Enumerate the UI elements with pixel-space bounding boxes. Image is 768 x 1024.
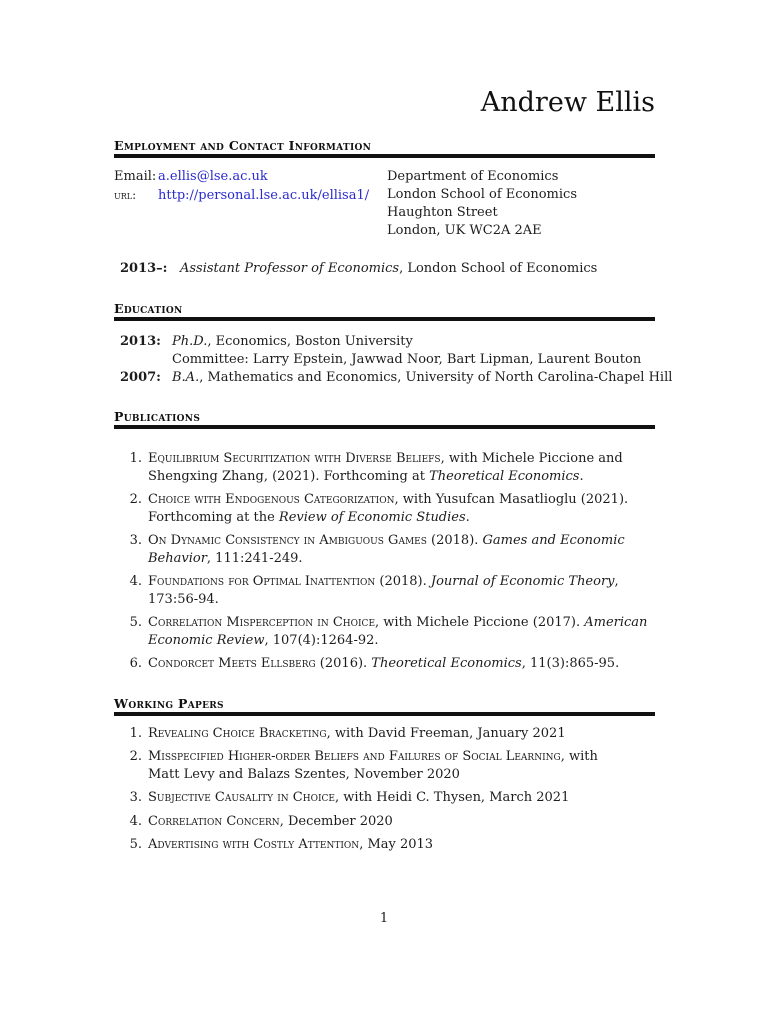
item-number: 5.	[129, 837, 142, 852]
publication-detail: 173:56-94.	[148, 592, 219, 607]
item-number: 1.	[129, 451, 142, 466]
working-paper-title: Misspecified Higher-order Beliefs and Failures of Social Learning	[148, 749, 561, 764]
publication-detail: .	[465, 510, 470, 525]
education-committee-text: Committee: Larry Epstein, Jawwad Noor, Bart Lipman, Laurent Bouton	[172, 352, 642, 367]
working-paper-detail: , with Heidi C. Thysen, March 2021	[334, 790, 570, 805]
section-title-employment: Employment and Contact Information	[114, 138, 372, 153]
publication-detail: .	[579, 469, 584, 484]
working-paper-detail: , with	[560, 749, 598, 764]
education-year: 2007:	[120, 370, 161, 385]
email-link[interactable]: a.ellis@lse.ac.uk	[158, 169, 268, 184]
cv-page	[114, 0, 673, 1024]
homepage-link[interactable]: http://personal.lse.ac.uk/ellisa1/	[158, 188, 370, 203]
publication-detail: , 11(3):865-95.	[521, 656, 620, 671]
publication-detail: , 107(4):1264-92.	[264, 633, 379, 648]
publication-detail: Forthcoming at the	[148, 510, 279, 525]
address-line: Department of Economics	[387, 169, 559, 184]
publication-title: On Dynamic Consistency in Ambiguous Games	[148, 533, 427, 548]
item-number: 3.	[129, 533, 142, 548]
address-line: London School of Economics	[387, 187, 577, 202]
working-paper-title: Revealing Choice Bracketing	[148, 726, 327, 741]
address-block	[387, 168, 577, 240]
item-number: 3.	[129, 790, 142, 805]
working-paper-detail: , May 2013	[359, 837, 434, 852]
address-line: Haughton Street	[387, 205, 498, 220]
working-paper-title: Subjective Causality in Choice	[148, 790, 335, 805]
publication-detail: , 111:241-249.	[206, 551, 303, 566]
working-paper-detail: , with David Freeman, January 2021	[326, 726, 566, 741]
education-detail: , Economics, Boston University	[207, 334, 413, 349]
publication-detail: , with Michele Piccione and	[440, 451, 623, 466]
contact-links	[114, 168, 369, 205]
author-name: Andrew Ellis	[480, 87, 655, 118]
position-title: Assistant Professor of Economics	[180, 261, 400, 276]
section-rule	[114, 154, 655, 158]
employment-section-header	[114, 138, 655, 158]
section-rule	[114, 425, 655, 429]
publication-detail: , with Yusufcan Masatlioglu (2021).	[394, 492, 629, 507]
journal-name: Theoretical Economics	[371, 656, 522, 671]
publication-detail: (2018).	[375, 574, 431, 589]
journal-name: Games and Economic	[482, 533, 625, 548]
publication-detail: , with Michele Piccione (2017).	[375, 615, 585, 630]
item-number: 2.	[129, 749, 142, 764]
position-years: 2013–:	[120, 261, 168, 276]
publication-title: Choice with Endogenous Categorization	[148, 492, 395, 507]
education-degree: B.A.	[172, 370, 200, 385]
journal-name: American	[584, 615, 648, 630]
publication-title: Foundations for Optimal Inattention	[148, 574, 376, 589]
working-paper-detail: , December 2020	[279, 814, 393, 829]
education-degree: Ph.D.	[172, 334, 208, 349]
working-paper-title: Advertising with Costly Attention	[148, 837, 360, 852]
address-line: London, UK WC2A 2AE	[387, 223, 542, 238]
page-number: 1	[379, 911, 389, 926]
publication-title: Condorcet Meets Ellsberg	[148, 656, 316, 671]
publication-title: Correlation Misperception in Choice	[148, 615, 376, 630]
publication-detail: (2016).	[315, 656, 372, 671]
current-position	[120, 260, 597, 278]
position-place: , London School of Economics	[399, 261, 598, 276]
education-section-header	[114, 301, 655, 321]
section-title-education: Education	[114, 301, 183, 316]
section-rule	[114, 317, 655, 321]
section-rule	[114, 712, 655, 716]
section-title-working-papers: Working Papers	[114, 696, 224, 711]
item-number: 4.	[129, 574, 142, 589]
publication-title: Equilibrium Securitization with Diverse Beliefs	[148, 451, 441, 466]
publication-detail: Shengxing Zhang, (2021). Forthcoming at	[148, 469, 430, 484]
email-label: Email:	[114, 169, 157, 184]
working-paper-detail: Matt Levy and Balazs Szentes, November 2020	[148, 767, 460, 782]
url-label: url:	[114, 188, 137, 202]
education-detail: , Mathematics and Economics, University of North Carolina-Chapel Hill	[199, 370, 673, 385]
item-number: 4.	[129, 814, 142, 829]
item-number: 5.	[129, 615, 142, 630]
section-title-publications: Publications	[114, 409, 201, 424]
item-number: 2.	[129, 492, 142, 507]
journal-name: Theoretical Economics	[429, 469, 580, 484]
journal-name: Behavior	[148, 551, 207, 566]
publication-detail: (2018).	[426, 533, 483, 548]
item-number: 1.	[129, 726, 142, 741]
publications-section-header	[114, 409, 655, 429]
publication-detail: ,	[614, 574, 619, 589]
education-year: 2013:	[120, 334, 161, 349]
working-paper-title: Correlation Concern	[148, 814, 280, 829]
journal-name: Economic Review	[148, 633, 265, 648]
journal-name: Journal of Economic Theory	[430, 574, 615, 589]
item-number: 6.	[129, 656, 142, 671]
working-papers-section-header	[114, 696, 655, 716]
journal-name: Review of Economic Studies	[278, 510, 466, 525]
